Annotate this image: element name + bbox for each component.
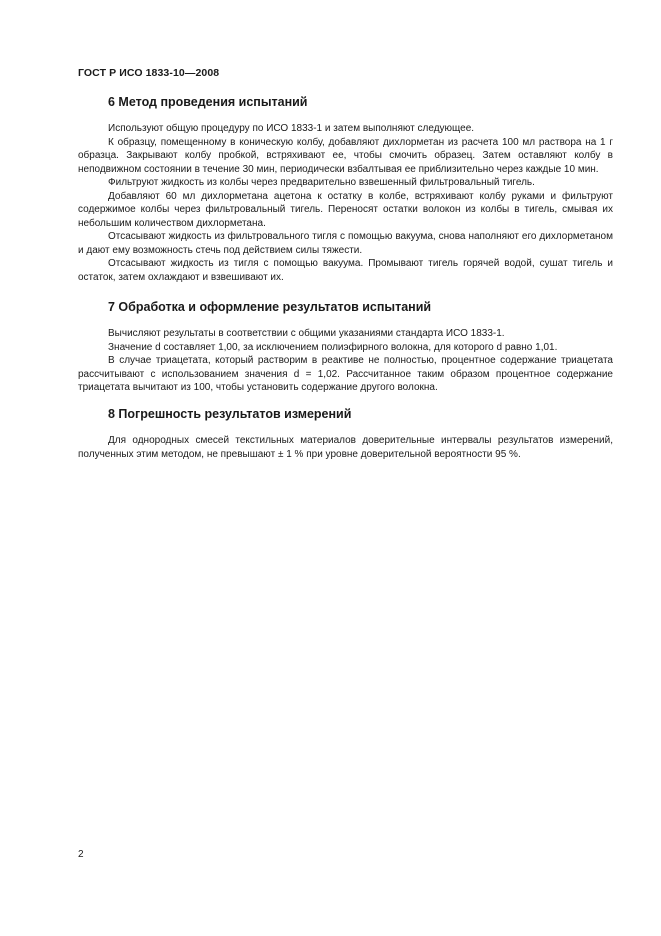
paragraph: Отсасывают жидкость из фильтровального тигля с помощью вакуума, снова наполняют его дихлорметаном и дают ему возможность стечь под действием силы тяжести.: [78, 231, 613, 256]
paragraph: Вычисляют результаты в соответствии с общими указаниями стандарта ИСО 1833-1.: [108, 328, 505, 339]
page-number: 2: [78, 849, 84, 860]
document-header: ГОСТ Р ИСО 1833-10—2008: [78, 67, 220, 79]
paragraph: Используют общую процедуру по ИСО 1833-1 и затем выполняют следующее.: [108, 123, 475, 134]
section-8-measurement-error: [78, 407, 613, 461]
section-8-heading: 8 Погрешность результатов измерений: [108, 407, 352, 421]
paragraph: Для однородных смесей текстильных материалов доверительные интервалы результатов измерений, полученных этим методом, не превышают ± 1 % при уровне доверительной вероятности 95 %.: [78, 435, 613, 460]
paragraph: Фильтруют жидкость из колбы через предварительно взвешенный фильтровальный тигель.: [108, 177, 535, 188]
paragraph: К образцу, помещенному в коническую колбу, добавляют дихлорметан из расчета 100 мл раствора на 1 г образца. Закрывают колбу пробкой, встряхивают ее, чтобы смочить образец. Затем оставляют колбу в неподвижном состоянии в течение 30 мин, периодически взбалтывая ее приблизительно через каждые 10 мин.: [78, 136, 613, 175]
section-6-heading: 6 Метод проведения испытаний: [108, 95, 308, 109]
paragraph: Добавляют 60 мл дихлорметана ацетона к остатку в колбе, встряхивают колбу руками и фильтруют содержимое колбы через фильтровальный тигель. Переносят остатки волокон из колбы в тигель, смывая их небольшим количеством дихлорметана.: [78, 190, 613, 229]
paragraph: В случае триацетата, который растворим в реактиве не полностью, процентное содержание триацетата рассчитывают с использованием значения d = 1,02. Рассчитанное таким образом процентное содержание триацетата вычитают из 100, чтобы установить содержание другого волокна.: [78, 355, 613, 393]
section-7-results: [78, 300, 613, 395]
paragraph: Значение d составляет 1,00, за исключением полиэфирного волокна, для которого d равно 1,01.: [108, 341, 558, 353]
paragraph: Отсасывают жидкость из тигля с помощью вакуума. Промывают тигель горячей водой, сушат тигель и остаток, затем охлаждают и взвешивают их.: [78, 258, 613, 283]
section-6-test-procedure: [78, 95, 613, 284]
section-7-heading: 7 Обработка и оформление результатов испытаний: [108, 300, 432, 314]
